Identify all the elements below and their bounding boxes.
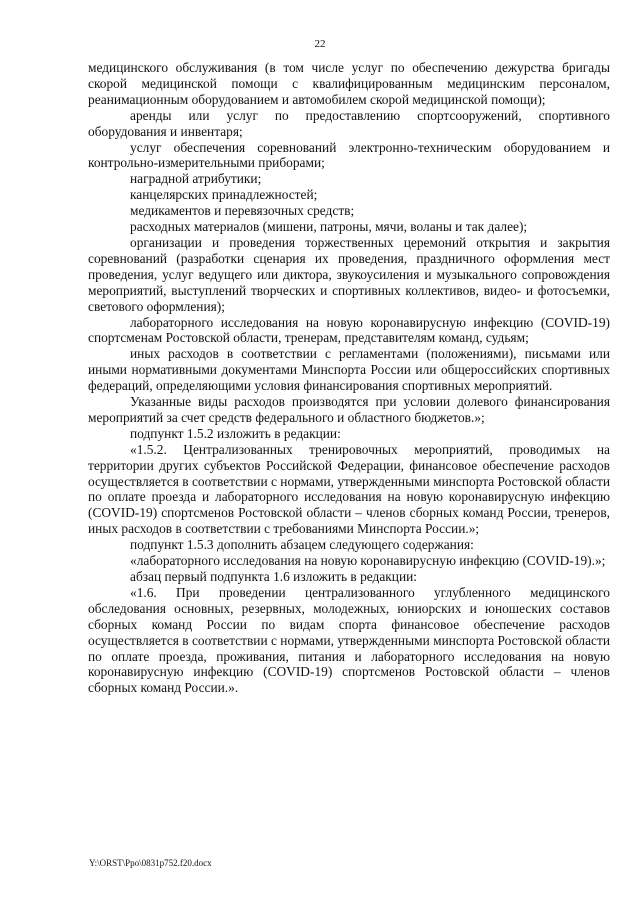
paragraph: «1.6. При проведении централизованного углубленного медицинского обследования основных, резервных, молодежных, юниорских и юношеских составов сборных команд России по видам спорта финансовое обеспечение расходов осуществляется в соответствии с нормами, утвержденными минспорта Ростовской области по оплате проезда, проживания, питания и лабораторного исследования на новую коронавирусную инфекцию (COVID-19) спортсменов Ростовской области – членов сборных команд России.». [88, 584, 610, 696]
page-number: 22 [314, 38, 326, 50]
paragraph: Указанные виды расходов производятся при условии долевого финансирования мероприятий за счет средств федерального и областного бюджетов.»; [88, 394, 610, 425]
paragraph: услуг обеспечения соревнований электронно-техническим оборудованием и контрольно-измерительными приборами; [88, 139, 610, 171]
paragraph: лабораторного исследования на новую коронавирусную инфекцию (COVID-19) спортсменам Ростовской области, тренерам, представителям команд, судьям; [88, 314, 610, 346]
paragraph: медикаментов и перевязочных средств; [130, 203, 355, 219]
paragraph: подпункт 1.5.3 дополнить абзацем следующего содержания: [130, 537, 474, 553]
paragraph: подпункт 1.5.2 изложить в редакции: [130, 425, 341, 441]
paragraph: иных расходов в соответствии с регламентами (положениями), письмами или иными нормативными документами Минспорта России или общероссийских спортивных федераций, определяющими условия финансирования спортивных мероприятий. [88, 346, 610, 394]
file-path-footer: Y:\ORST\Ppo\0831p752.f20.docx [89, 858, 212, 868]
paragraph: наградной атрибутики; [130, 171, 262, 187]
paragraph: канцелярских принадлежностей; [130, 187, 318, 203]
paragraph: абзац первый подпункта 1.6 изложить в редакции: [130, 569, 418, 584]
document-body [88, 60, 610, 696]
paragraph: «лабораторного исследования на новую коронавирусную инфекцию (COVID-19).»; [130, 553, 606, 569]
paragraph: аренды или услуг по предоставлению спортсооружений, спортивного оборудования и инвентаря; [88, 107, 610, 139]
paragraph: медицинского обслуживания (в том числе услуг по обеспечению дежурства бригады скорой медицинской помощи с квалифицированным медицинским персоналом, реанимационным оборудованием и автомобилем скорой медицинской помощи); [88, 60, 610, 107]
paragraph: «1.5.2. Централизованных тренировочных мероприятий, проводимых на территории других субъектов Российской Федерации, финансовое обеспечение расходов осуществляется в соответствии с нормами, утвержденными минспорта Ростовской области по оплате проезда и лабораторного исследования на новую коронавирусную инфекцию (COVID-19) спортсменов Ростовской области – членов сборных команд России, тренеров, иных расходов в соответствии с требованиями Минспорта России.»; [88, 441, 610, 537]
paragraph: расходных материалов (мишени, патроны, мячи, воланы и так далее); [130, 219, 528, 235]
paragraph: организации и проведения торжественных церемоний открытия и закрытия соревнований (разработки сценария их проведения, праздничного оформления мест проведения, услуг ведущего или диктора, звукоусиления и музыкального сопровождения мероприятий, выступлений творческих и спортивных коллективов, видео- и фотосъемки, светового оформления); [88, 234, 610, 314]
